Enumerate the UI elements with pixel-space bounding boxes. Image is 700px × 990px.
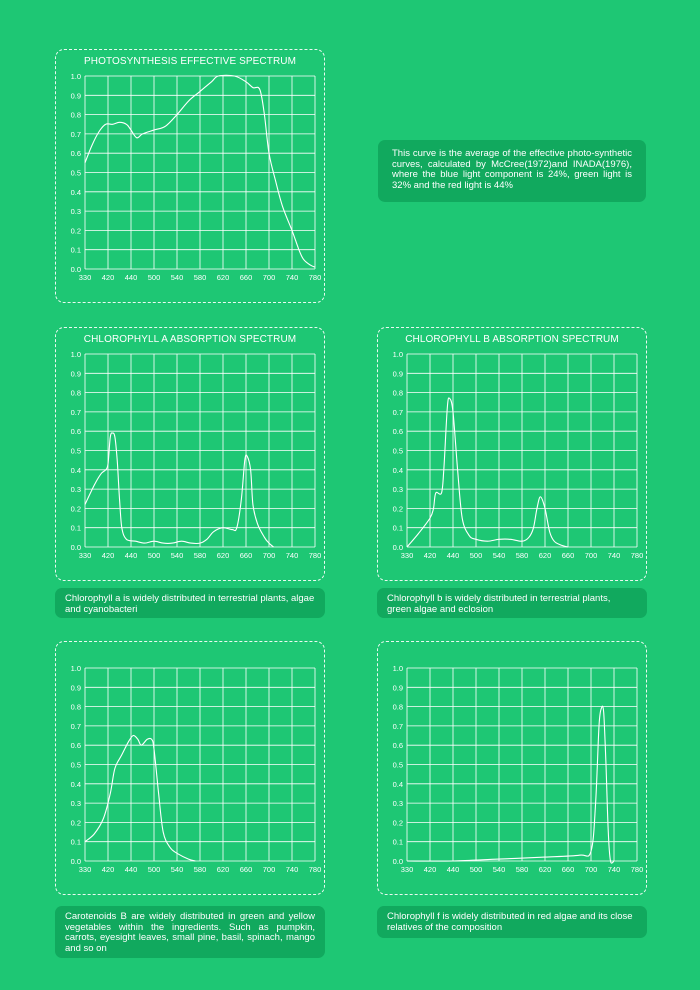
x-tick-label: 580: [515, 551, 529, 560]
y-tick-label: 0.8: [70, 388, 81, 398]
x-tick-label: 740: [607, 551, 621, 560]
x-tick-label: 620: [538, 865, 552, 874]
y-tick-label: 1.0: [392, 664, 403, 673]
photosynthesis-chart-panel: [55, 49, 325, 303]
y-tick-label: 0.0: [70, 265, 81, 274]
x-tick-label: 700: [584, 551, 598, 560]
photosynthesis-chart-title: PHOTOSYNTHESIS EFFECTIVE SPECTRUM: [83, 56, 297, 67]
y-tick-label: 0.8: [392, 702, 403, 712]
y-tick-label: 0.6: [392, 741, 403, 751]
x-tick-label: 780: [630, 865, 644, 874]
y-tick-label: 0.8: [392, 388, 403, 398]
x-tick-label: 780: [308, 273, 322, 282]
x-tick-label: 420: [101, 551, 115, 560]
y-tick-label: 0.1: [392, 837, 403, 847]
carotenoids-description: [55, 906, 325, 958]
y-tick-label: 0.2: [70, 504, 81, 514]
x-tick-label: 740: [607, 865, 621, 874]
y-tick-label: 0.2: [70, 226, 81, 236]
chlorophyll-a-description-text: Chlorophyll a is widely distributed in terrestrial plants, algae and cyanobacteri: [65, 593, 315, 615]
y-tick-label: 0.5: [70, 168, 81, 178]
y-tick-label: 0.9: [70, 683, 81, 693]
x-tick-label: 540: [492, 865, 506, 874]
chlorophyll-b-description-text: Chlorophyll b is widely distributed in terrestrial plants, green algae and eclosion: [387, 593, 611, 615]
y-tick-label: 0.7: [392, 721, 403, 731]
y-tick-label: 0.6: [70, 149, 81, 159]
y-tick-label: 0.7: [70, 129, 81, 139]
x-tick-label: 420: [101, 865, 115, 874]
y-tick-label: 0.1: [70, 523, 81, 533]
x-tick-label: 440: [124, 551, 138, 560]
y-tick-label: 0.4: [70, 465, 81, 475]
chlorophyll-b-description: [377, 588, 647, 618]
x-tick-label: 500: [147, 551, 161, 560]
carotenoids-chart-panel: [55, 641, 325, 895]
y-tick-label: 0.6: [70, 427, 81, 437]
y-tick-label: 0.2: [392, 504, 403, 514]
x-tick-label: 660: [561, 551, 575, 560]
y-tick-label: 0.2: [70, 818, 81, 828]
chlorophyll-a-chart-panel: [55, 327, 325, 581]
y-tick-label: 0.9: [70, 369, 81, 379]
x-tick-label: 420: [101, 273, 115, 282]
y-tick-label: 0.3: [70, 799, 81, 809]
y-tick-label: 0.7: [70, 721, 81, 731]
x-tick-label: 580: [515, 865, 529, 874]
x-tick-label: 540: [170, 865, 184, 874]
x-tick-label: 740: [285, 865, 299, 874]
x-tick-label: 700: [262, 865, 276, 874]
x-tick-label: 580: [193, 865, 207, 874]
chlorophyll-a-chart-title: CHLOROPHYLL A ABSORPTION SPECTRUM: [83, 334, 297, 345]
y-tick-label: 0.1: [70, 245, 81, 255]
x-tick-label: 330: [78, 865, 92, 874]
x-tick-label: 540: [492, 551, 506, 560]
y-tick-label: 0.0: [392, 543, 403, 552]
x-tick-label: 330: [400, 865, 414, 874]
y-tick-label: 0.5: [392, 760, 403, 770]
y-tick-label: 0.4: [392, 465, 403, 475]
x-tick-label: 740: [285, 273, 299, 282]
x-tick-label: 500: [469, 865, 483, 874]
x-tick-label: 580: [193, 273, 207, 282]
x-tick-label: 330: [78, 273, 92, 282]
spectrum-curve: [407, 706, 614, 863]
carotenoids-chart: [56, 642, 326, 896]
x-tick-label: 330: [78, 551, 92, 560]
y-tick-label: 1.0: [392, 350, 403, 359]
x-tick-label: 620: [216, 551, 230, 560]
x-tick-label: 440: [124, 273, 138, 282]
chlorophyll-a-chart: [56, 328, 326, 582]
y-tick-label: 0.9: [392, 683, 403, 693]
y-tick-label: 0.3: [392, 485, 403, 495]
photosynthesis-chart: [56, 50, 326, 304]
x-tick-label: 330: [400, 551, 414, 560]
y-tick-label: 0.9: [392, 369, 403, 379]
y-tick-label: 0.8: [70, 110, 81, 120]
chlorophyll-f-chart: [378, 642, 648, 896]
x-tick-label: 780: [308, 865, 322, 874]
chlorophyll-b-chart-panel: [377, 327, 647, 581]
y-tick-label: 0.5: [70, 760, 81, 770]
x-tick-label: 740: [285, 551, 299, 560]
x-tick-label: 780: [308, 551, 322, 560]
y-tick-label: 0.4: [392, 779, 403, 789]
x-tick-label: 660: [239, 273, 253, 282]
x-tick-label: 540: [170, 551, 184, 560]
x-tick-label: 620: [216, 865, 230, 874]
y-tick-label: 0.0: [70, 543, 81, 552]
chlorophyll-b-chart-title: CHLOROPHYLL B ABSORPTION SPECTRUM: [405, 334, 619, 345]
y-tick-label: 0.6: [70, 741, 81, 751]
x-tick-label: 700: [262, 273, 276, 282]
y-tick-label: 0.4: [70, 779, 81, 789]
chlorophyll-b-chart: [378, 328, 648, 582]
x-tick-label: 440: [124, 865, 138, 874]
x-tick-label: 500: [147, 273, 161, 282]
y-tick-label: 0.2: [392, 818, 403, 828]
x-tick-label: 420: [423, 865, 437, 874]
y-tick-label: 0.5: [392, 446, 403, 456]
carotenoids-description-text: Carotenoids B are widely distributed in green and yellow vegetables within the ingredients. Such as pumpkin, carrots, eyesight leaves, small pine, basil, spinach, mango and so on: [65, 911, 315, 954]
y-tick-label: 0.5: [70, 446, 81, 456]
x-tick-label: 440: [446, 865, 460, 874]
x-tick-label: 620: [216, 273, 230, 282]
x-tick-label: 660: [561, 865, 575, 874]
y-tick-label: 0.8: [70, 702, 81, 712]
x-tick-label: 620: [538, 551, 552, 560]
y-tick-label: 0.3: [70, 485, 81, 495]
photosynthesis-description-text: This curve is the average of the effective photo-synthetic curves, calculated by McCree(1972)and INADA(1976), where the blue light component is 24%, green light is 32% and the red light is 44%: [392, 148, 632, 191]
x-tick-label: 700: [262, 551, 276, 560]
chlorophyll-a-description: [55, 588, 325, 618]
x-tick-label: 580: [193, 551, 207, 560]
x-tick-label: 420: [423, 551, 437, 560]
y-tick-label: 1.0: [70, 350, 81, 359]
photosynthesis-description: [378, 140, 646, 202]
x-tick-label: 780: [630, 551, 644, 560]
y-tick-label: 1.0: [70, 664, 81, 673]
spectrum-curve: [85, 433, 274, 547]
x-tick-label: 500: [469, 551, 483, 560]
y-tick-label: 0.7: [392, 407, 403, 417]
y-tick-label: 0.3: [70, 207, 81, 217]
x-tick-label: 660: [239, 551, 253, 560]
chlorophyll-f-description: [377, 906, 647, 938]
chlorophyll-f-description-text: Chlorophyll f is widely distributed in red algae and its close relatives of the composition: [387, 911, 633, 933]
x-tick-label: 660: [239, 865, 253, 874]
x-tick-label: 500: [147, 865, 161, 874]
y-tick-label: 0.0: [70, 857, 81, 866]
spectrum-curve: [407, 398, 568, 547]
y-tick-label: 0.4: [70, 187, 81, 197]
y-tick-label: 0.7: [70, 407, 81, 417]
y-tick-label: 0.9: [70, 91, 81, 101]
x-tick-label: 700: [584, 865, 598, 874]
y-tick-label: 0.1: [70, 837, 81, 847]
y-tick-label: 0.6: [392, 427, 403, 437]
y-tick-label: 0.3: [392, 799, 403, 809]
x-tick-label: 440: [446, 551, 460, 560]
spectrum-curve: [85, 735, 195, 861]
chlorophyll-f-chart-panel: [377, 641, 647, 895]
y-tick-label: 0.1: [392, 523, 403, 533]
y-tick-label: 0.0: [392, 857, 403, 866]
x-tick-label: 540: [170, 273, 184, 282]
y-tick-label: 1.0: [70, 72, 81, 81]
